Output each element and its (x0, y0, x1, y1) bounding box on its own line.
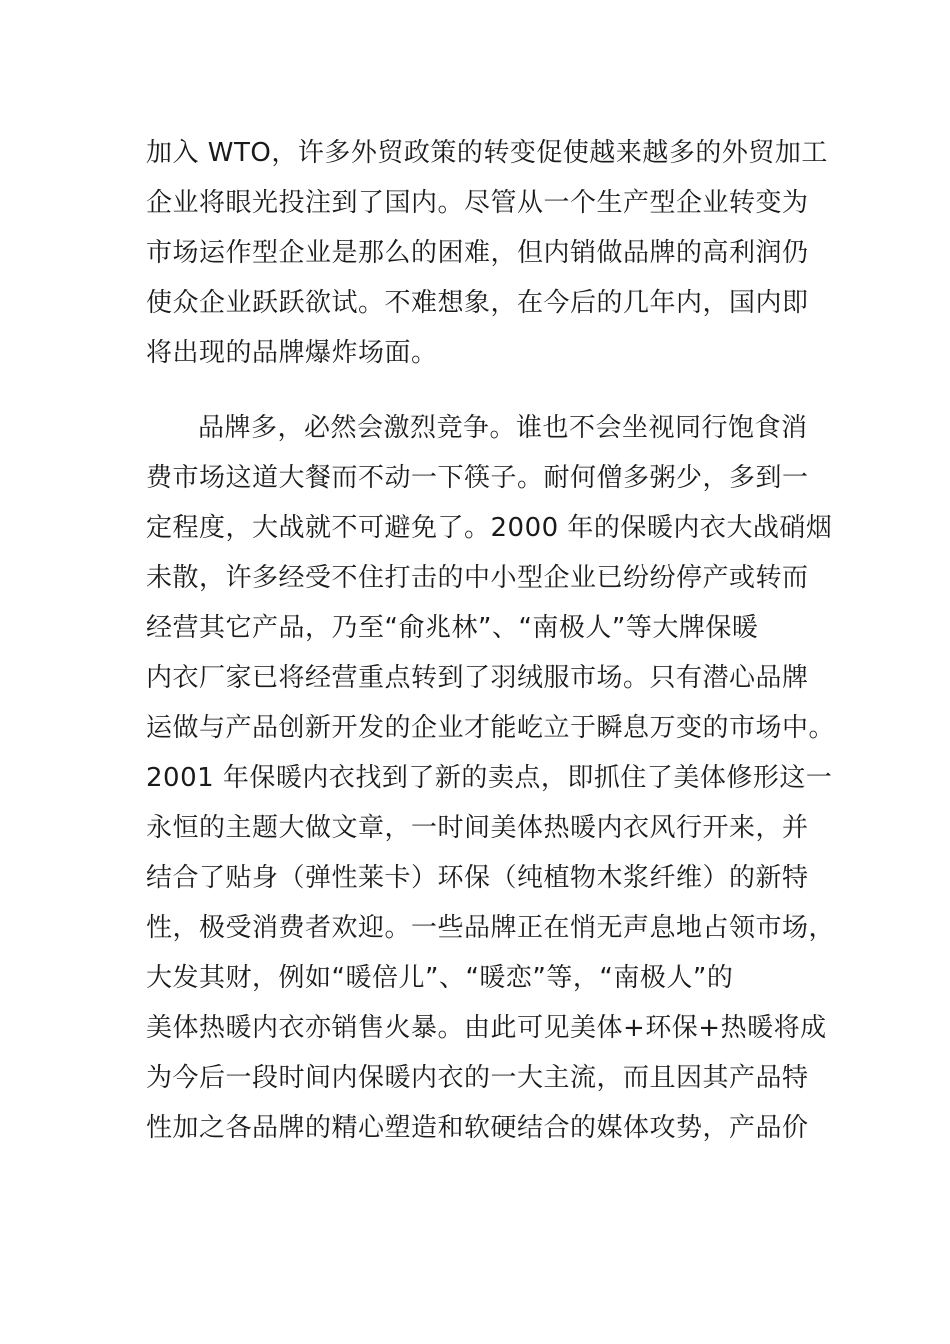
text-line: 结合了贴身（弹性莱卡）环保（纯植物木浆纤维）的新特 (146, 863, 809, 893)
text-line: 费市场这道大餐而不动一下筷子。耐何僧多粥少，多到一 (146, 463, 809, 493)
text-line: 市场运作型企业是那么的困难，但内销做品牌的高利润仍 (146, 238, 809, 268)
text-line: 美体热暖内衣亦销售火暴。由此可见美体+环保+热暖将成 (146, 1013, 827, 1043)
text-line: 经营其它产品，乃至“俞兆林”、“南极人”等大牌保暖 (146, 613, 759, 643)
text-line: 2001 年保暖内衣找到了新的卖点，即抓住了美体修形这一 (146, 763, 833, 793)
paragraph-1 (146, 128, 828, 378)
text-line: 永恒的主题大做文章，一时间美体热暖内衣风行开来，并 (146, 813, 809, 843)
text-line: 企业将眼光投注到了国内。尽管从一个生产型企业转变为 (146, 188, 809, 218)
text-line: 大发其财，例如“暖倍儿”、“暖恋”等，“南极人”的 (146, 963, 734, 993)
text-line: 使众企业跃跃欲试。不难想象，在今后的几年内，国内即 (146, 288, 809, 318)
text-line: 未散，许多经受不住打击的中小型企业已纷纷停产或转而 (146, 563, 809, 593)
text-line: 性加之各品牌的精心塑造和软硬结合的媒体攻势，产品价 (146, 1113, 809, 1143)
text-line: 为今后一段时间内保暖内衣的一大主流，而且因其产品特 (146, 1063, 809, 1093)
text-line: 加入 WTO，许多外贸政策的转变促使越来越多的外贸加工 (146, 138, 828, 168)
text-line: 运做与产品创新开发的企业才能屹立于瞬息万变的市场中。 (146, 713, 836, 743)
text-line: 将出现的品牌爆炸场面。 (146, 338, 438, 368)
paragraph-2 (146, 403, 836, 1153)
text-line: 定程度，大战就不可避免了。2000 年的保暖内衣大战硝烟 (146, 513, 833, 543)
text-line: 品牌多，必然会激烈竞争。谁也不会坐视同行饱食消 (198, 413, 808, 443)
text-line: 性，极受消费者欢迎。一些品牌正在悄无声息地占领市场， (146, 913, 836, 943)
text-line: 内衣厂家已将经营重点转到了羽绒服市场。只有潜心品牌 (146, 663, 809, 693)
